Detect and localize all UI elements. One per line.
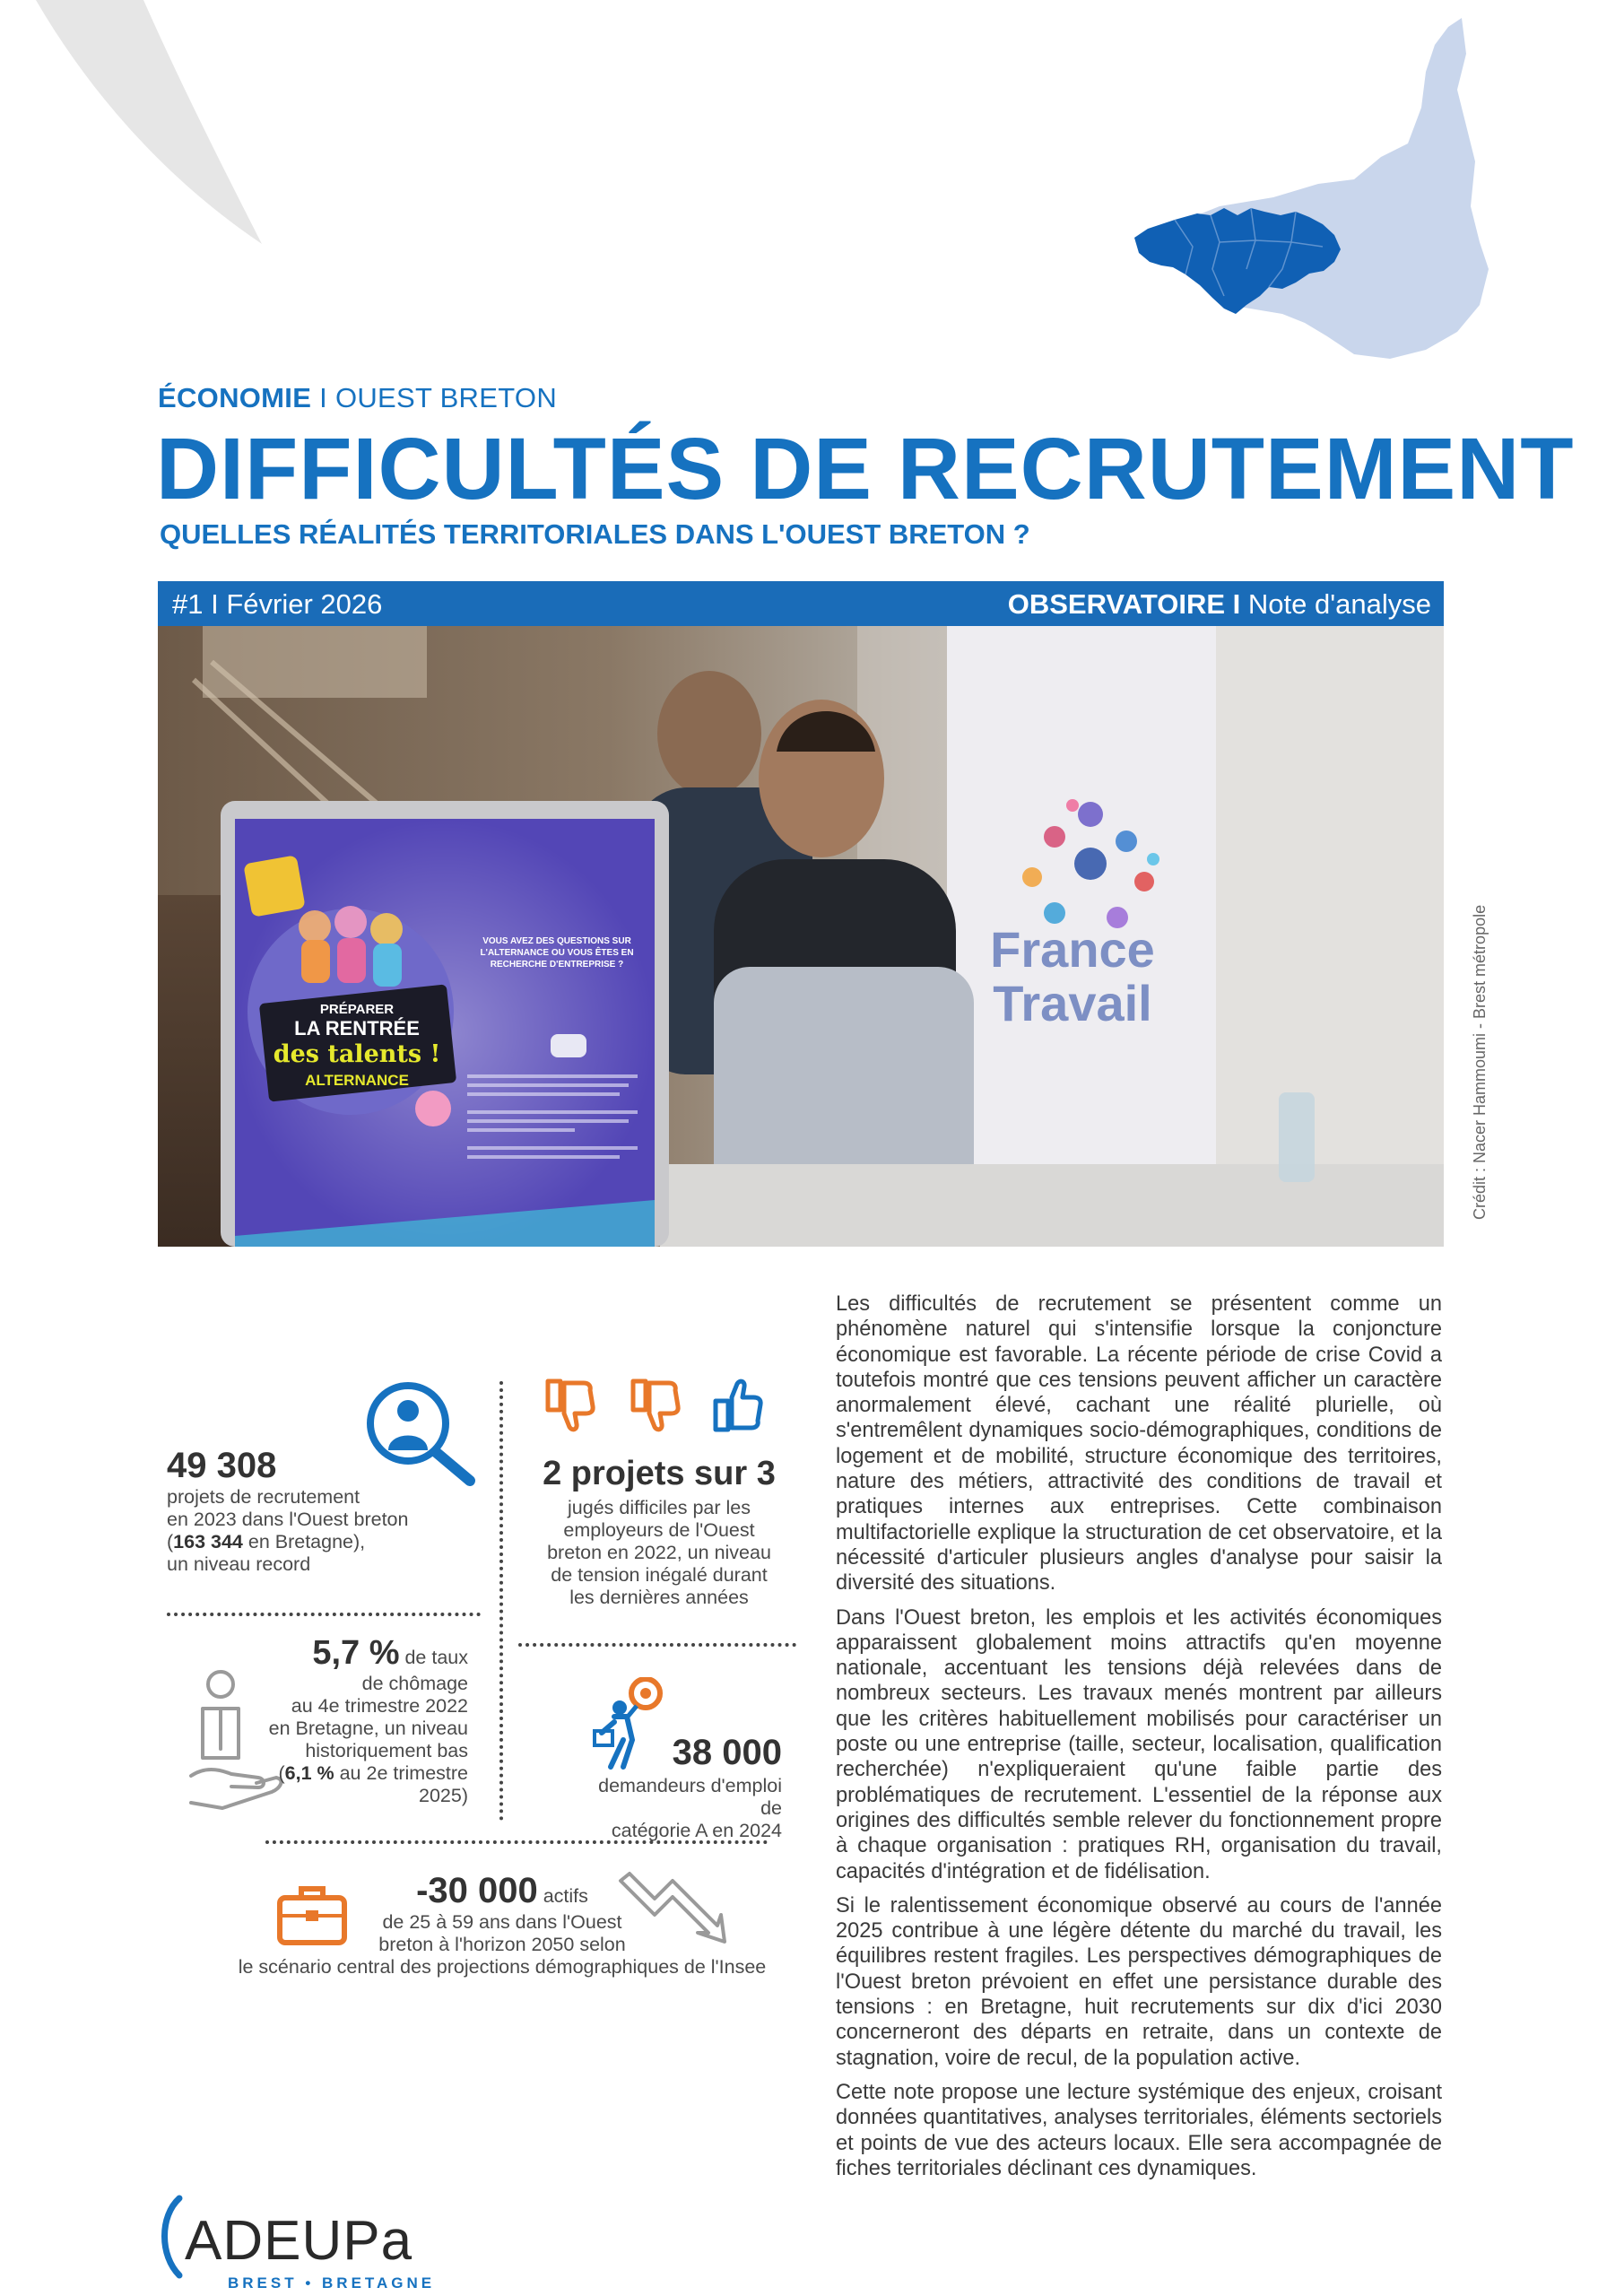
bretagne-map xyxy=(1112,0,1507,377)
thumbs-down-icon-2 xyxy=(628,1378,682,1433)
poster-question: VOUS AVEZ DES QUESTIONS SUR L'ALTERNANCE OU VOUS ÊTES EN RECHERCHE D'ENTREPRISE ? xyxy=(480,936,634,970)
page-title: DIFFICULTÉS DE RECRUTEMENT xyxy=(156,420,1575,517)
adeupa-logo xyxy=(156,2193,443,2296)
intro-paragraph-1: Les difficultés de recrutement se présentent comme un phénomène naturel qui s'intensifie lorsque la conjoncture économique est favorable. La récente période de crise Covid a toutefois montré que ces tensions peuvent afficher un caractère anormalement élevé, cachant une réalité plurielle, où s'entremêlent dynamiques socio-démographiques, conditions de logement et de mobilité, structure économique des territoires, nature des métiers, attractivité des conditions de travail et pratiques internes aux entreprises. Cette combinaison multifactorielle explique la structuration de cet observatoire, et la nécessité d'articuler plusieurs angles d'analyse pour saisir la diversité des situations. xyxy=(836,1292,1442,1596)
stats-separator-horizontal-1 xyxy=(167,1613,481,1616)
poster-title-line4: ALTERNANCE xyxy=(305,1072,409,1089)
stat-recruitment-projects: 49 308 projets de recrutement en 2023 dans l'Ouest breton (163 344 en Bretagne), un niveau record xyxy=(167,1446,409,1575)
thumbs-up-icon xyxy=(710,1378,764,1433)
issue-band xyxy=(158,581,1444,626)
intro-paragraph-2: Dans l'Ouest breton, les emplois et les activités économiques apparaissent globalement moins attractifs qu'en moyenne nationale, accentuant les tensions déjà relevées dans de nombreux secteurs. Les travaux menés montrent par ailleurs que les critères habituellement mobilisés pour caractériser un poste ou une entreprise (taille, secteur, localisation, qualification recherchée) n'expliqueraient qu'une faible partie des problématiques de recrutement. L'essentiel de la réponse aux origines des difficultés semble relever du fonctionnement propre à chaque organisation : pratiques RH, organisation du travail, capacités d'intégration et de fidélisation. xyxy=(836,1605,1442,1883)
thumbs-down-icon xyxy=(543,1378,596,1433)
cover-photo xyxy=(158,626,1444,1247)
issue-label: #1 I Février 2026 xyxy=(172,588,383,620)
logo-wordmark: ADEUPa xyxy=(185,2210,413,2272)
series-label: OBSERVATOIRE I Note d'analyse xyxy=(1007,588,1431,620)
stats-separator-horizontal-2 xyxy=(518,1643,796,1647)
stats-separator-vertical xyxy=(499,1381,503,1821)
poster-title-line1: PRÉPARER xyxy=(319,1002,395,1017)
photo-credit: Crédit : Nacer Hammoumi - Brest métropole xyxy=(1471,904,1489,1220)
poster-people xyxy=(299,906,403,987)
poster-title-line3: des talents ! xyxy=(273,1040,441,1068)
poster-title-line2: LA RENTRÉE xyxy=(294,1017,420,1039)
page-subtitle: QUELLES RÉALITÉS TERRITORIALES DANS L'OUEST BRETON ? xyxy=(160,518,1030,550)
banner-brand-line1: France xyxy=(990,921,1155,978)
logo-tagline: BREST • BRETAGNE xyxy=(228,2274,436,2292)
intro-text xyxy=(836,1292,1442,2190)
section-kicker: ÉCONOMIE I OUEST BRETON xyxy=(158,382,558,413)
intro-paragraph-4: Cette note propose une lecture systémique des enjeux, croisant données quantitatives, analyses territoriales, éléments sectoriels et points de vue des acteurs locaux. Elle sera accompagnée de fiches territoriales déclinant ces dynamiques. xyxy=(836,2080,1442,2180)
decorative-swoosh xyxy=(0,0,269,269)
stat-unemployment-rate: 5,7 % de taux de chômage au 4e trimestre 2022 en Bretagne, un niveau historiquement bas (6,1 % au 2e trimestre 2025) xyxy=(268,1634,468,1806)
stat-active-population: -30 000 actifs de 25 à 59 ans dans l'Ouest breton à l'horizon 2050 selon le scénario central des projections démographiques de l'Insee xyxy=(238,1871,767,1978)
stat-job-seekers: 38 000 demandeurs d'emploi de catégorie A en 2024 xyxy=(598,1733,782,1841)
bretagne-region-shape xyxy=(1175,18,1489,359)
stat-difficult-projects: 2 projets sur 3 jugés difficiles par les employeurs de l'Ouest breton en 2022, un niveau de tension inégalé durant les dernières années xyxy=(543,1455,776,1608)
intro-paragraph-3: Si le ralentissement économique observé au cours de l'année 2025 contribue à une légère détente du marché du travail, les équilibres restent fragiles. Les perspectives démographiques de l'Ouest breton prévoient en effet une persistance durable des tensions : en Bretagne, huit recrutements sur dix d'ici 2030 concerneront des départs en retraite, dans un contexte de stagnation, voire de recul, de la population active. xyxy=(836,1893,1442,2070)
banner-brand-line2: Travail xyxy=(993,975,1152,1031)
